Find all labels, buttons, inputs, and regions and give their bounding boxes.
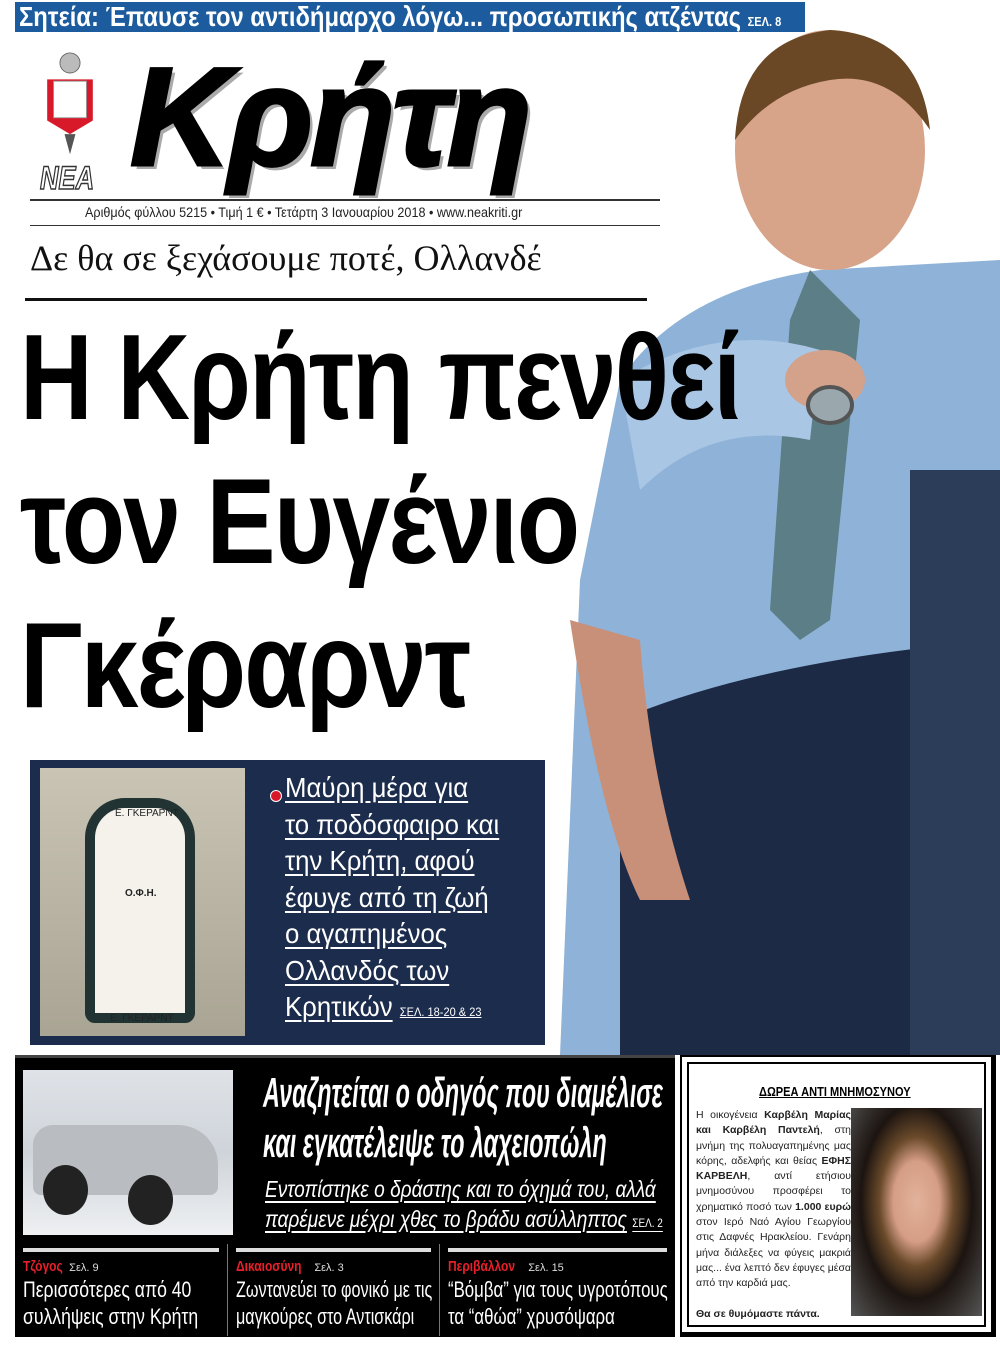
pen-logo-icon [40,52,100,157]
lead-photo-man [560,20,1000,1055]
story2-box [15,1055,675,1337]
banner-page: ΣΕΛ. 8 [747,14,782,29]
divider [25,298,647,301]
story2-sub: Εντοπίστηκε ο δράστης και το όχημά του, αλλά παρέμενε μέχρι χθες το βράδυ ασύλληπτος ΣΕΛ. 2 [265,1176,663,1232]
brief-item[interactable]: Περιβάλλον Σελ. 15“Βόμβα” για τους υγροτόπους τα “αθώα” χρυσόψαρα [439,1244,675,1336]
lead-headline-line[interactable]: τον Ευγένιο [20,453,579,589]
seat-badge: Ο.Φ.Η. [125,888,157,899]
donation-text: Η οικογένεια Καρβέλη Μαρίας και Καρβέλη Παντελή, στη μνήμη της πολυαγαπημένης μας κόρης, αδελφής και θείας ΕΦΗΣ ΚΑΡΒΕΛΗ, αντί ετήσιου μνημοσύνου προσφέρει το χρηματικό ποσό των 1.000 ευρώ στον Ιερό Ναό Αγίου Γεωργίου στις Δαφνές Ηρακλείου. Γενάρη μήνα διάλεξες να φύγεις μακριά μας... ένα λεπτό δεν έφυγες μέσα από την καρδιά μας. Θα σε θυμόμαστε πάντα. [696,1109,851,1320]
seat-label-top: Ε. ΓΚΕΡΑΡΝΤ [115,808,179,819]
donation-title: ΔΩΡΕΑ ΑΝΤΙ ΜΝΗΜΟΣΥΝΟΥ [759,1084,911,1099]
lead-secondary-box [30,760,545,1045]
seat-label-bottom: Ε. ΓΚΕΡΑΡΝΤ [110,1013,174,1024]
woman-photo [851,1108,982,1316]
seat-photo [40,768,245,1036]
bullet-page: ΣΕΛ. 18-20 & 23 [399,1005,482,1019]
banner-headline: Σητεία: Έπαυσε τον αντιδήμαρχο λόγω... προσωπικής ατζέντας [19,1,741,32]
divider [30,199,660,201]
lead-subheadline: Δε θα σε ξεχάσουμε ποτέ, Ολλανδέ [30,238,542,278]
car-photo [23,1070,233,1235]
divider [30,225,660,226]
masthead-prefix: ΝΕΑ [40,160,95,196]
story2-headline[interactable]: Αναζητείται ο οδηγός που διαμέλισε και εγκατέλειψε το λαχειοπώλη [263,1069,663,1166]
brief-item[interactable]: Δικαιοσύνη Σελ. 3Ζωντανεύει το φονικό με τις μαγκούρες στο Αντισκάρι [227,1244,439,1336]
masthead-title: Κρήτη [130,38,530,195]
top-banner[interactable] [15,2,805,32]
story2-page: ΣΕΛ. 2 [632,1216,663,1230]
brief-item[interactable]: Τζόγος Σελ. 9Περισσότερες από 40 συλλήψεις στην Κρήτη [15,1244,227,1336]
issue-info: Αριθμός φύλλου 5215 • Τιμή 1 € • Τετάρτη 3 Ιανουαρίου 2018 • www.neakriti.gr [85,204,523,220]
lead-bullet-text[interactable]: Μαύρη μέρα για το ποδόσφαιρο και την Κρήτη, αφού έφυγε από τη ζωή ο αγαπημένος Ολλανδός των Κρητικών ΣΕΛ. 18-20 & 23 [285,772,500,1022]
lead-headline-line[interactable]: Γκέραρντ [20,597,470,733]
bullet-icon [270,790,282,802]
donation-notice [680,1055,996,1337]
lead-headline-line[interactable]: Η Κρήτη πενθεί [20,309,740,445]
